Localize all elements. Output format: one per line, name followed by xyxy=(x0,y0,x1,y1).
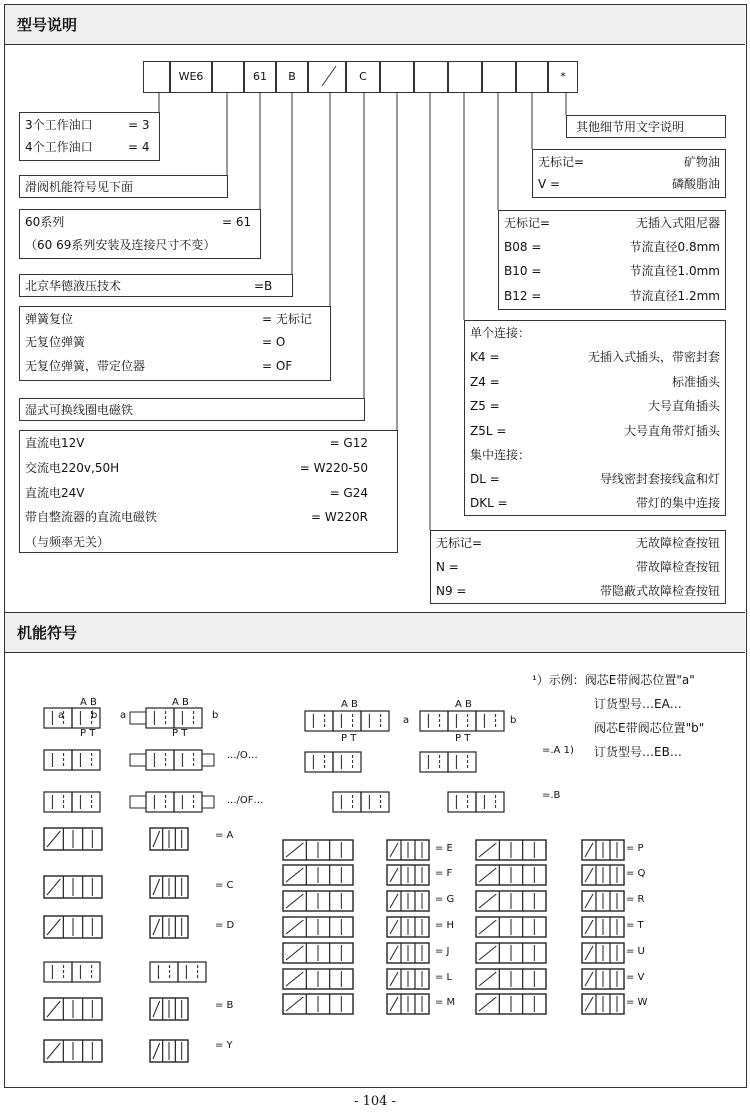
spool-cross xyxy=(47,1001,60,1017)
valve-symbol xyxy=(448,711,476,731)
spool-cross xyxy=(479,920,496,934)
spool-label-a: = A xyxy=(215,830,234,841)
connection-key: DL = xyxy=(470,472,500,486)
port-label-pt: P T xyxy=(455,733,471,744)
spool-cross xyxy=(479,946,496,960)
spool-cross xyxy=(286,868,303,882)
valve-symbol xyxy=(178,962,206,982)
spool-cross xyxy=(286,946,303,960)
port-label-ab: A B xyxy=(172,697,189,708)
other-label: 其他细节用文字说明 xyxy=(576,120,685,134)
connection-value: 带灯的集中连接 xyxy=(635,496,720,510)
valve-symbol xyxy=(174,708,202,728)
spool-label-m: = M xyxy=(435,997,456,1008)
solenoid-icon xyxy=(130,796,146,808)
power-value: = W220-50 xyxy=(299,461,368,475)
spool-cross xyxy=(479,997,496,1011)
connection-key: DKL = xyxy=(470,496,508,510)
example-a1: =.A 1) xyxy=(542,745,574,756)
valve-symbol xyxy=(361,792,389,812)
pos-label-a: a xyxy=(120,710,127,721)
slide-label: 滑阀机能符号见下面 xyxy=(25,180,134,194)
valve-symbol xyxy=(174,750,202,770)
example-line: 订货型号…EA… xyxy=(594,697,682,711)
throttle-key: B12 = xyxy=(504,289,542,303)
valve-symbol xyxy=(420,711,448,731)
section-title-model: 型号说明 xyxy=(5,5,745,45)
valve-symbol xyxy=(448,752,476,772)
page-number: - 104 - xyxy=(354,1094,396,1109)
spool-cross xyxy=(390,972,398,986)
spool-label-c: = C xyxy=(215,880,234,891)
spool-cross xyxy=(390,843,398,857)
connection-value: 大号直角带灯插头 xyxy=(623,424,720,438)
valve-symbol xyxy=(72,792,100,812)
spool-cross xyxy=(390,920,398,934)
spool-cross xyxy=(479,972,496,986)
port-label-ab: A B xyxy=(341,699,358,710)
valve-symbol xyxy=(420,752,448,772)
series-value: = 61 xyxy=(222,215,252,229)
spool-cross xyxy=(286,972,303,986)
valve-symbol xyxy=(44,792,72,812)
spring-value: = 无标记 xyxy=(262,312,312,326)
power-note: （与频率无关） xyxy=(25,535,110,549)
spool-cross xyxy=(585,946,593,960)
spool-cross xyxy=(286,997,303,1011)
spool-label-u: = U xyxy=(626,946,645,957)
connection-key: Z5L = xyxy=(470,424,507,438)
spool-cross xyxy=(286,920,303,934)
spool-label-q: = Q xyxy=(626,868,646,879)
port-label-pt: P T xyxy=(172,728,188,739)
valve-symbol xyxy=(333,792,361,812)
port-label-pt: P T xyxy=(80,728,96,739)
throttle-value: 节流直径1.2mm xyxy=(629,289,720,303)
port-label-ab: A B xyxy=(80,697,97,708)
ports-label: 3个工作油口 xyxy=(25,118,93,132)
solenoid-icon xyxy=(202,754,214,766)
throttle-key: B08 = xyxy=(504,240,542,254)
example-line: 阀芯E带阀芯位置"b" xyxy=(594,721,705,735)
suffix-of: .../OF… xyxy=(227,795,264,806)
valve-symbol xyxy=(44,962,72,982)
valve-symbol xyxy=(361,711,389,731)
fault-key: 无标记= xyxy=(436,536,483,550)
ports-label: 4个工作油口 xyxy=(25,140,93,154)
pos-label-b: b xyxy=(510,715,517,726)
valve-symbol xyxy=(476,711,504,731)
valve-symbol xyxy=(150,962,178,982)
ports-value: = 3 xyxy=(128,118,150,132)
code-cell-star: * xyxy=(548,61,578,93)
example-eb: =.B xyxy=(542,790,561,801)
spool-cross xyxy=(47,831,60,847)
spring-value: = O xyxy=(262,335,286,349)
connection-heading: 集中连接： xyxy=(470,448,531,462)
power-value: = G24 xyxy=(329,486,368,500)
spool-label-e: = E xyxy=(435,843,453,854)
example-line: 订货型号…EB… xyxy=(594,745,682,759)
valve-symbol xyxy=(44,750,72,770)
fault-value: 带故障检查按钮 xyxy=(635,560,720,574)
valve-symbol xyxy=(72,750,100,770)
spool-cross xyxy=(153,1001,160,1017)
spool-cross xyxy=(47,879,60,895)
spool-cross xyxy=(479,894,496,908)
connection-key: Z4 = xyxy=(470,375,500,389)
spool-cross xyxy=(390,997,398,1011)
power-value: = G12 xyxy=(329,436,368,450)
series-note: （60 69系列安装及连接尺寸不变） xyxy=(25,238,216,252)
tech-value: =B xyxy=(254,279,273,293)
throttle-value: 无插入式阻尼器 xyxy=(635,216,720,230)
code-cell-we6: WE6 xyxy=(170,61,212,93)
spring-label: 无复位弹簧，带定位器 xyxy=(25,359,146,373)
throttle-value: 节流直径0.8mm xyxy=(629,240,720,254)
wet-label: 湿式可换线圈电磁铁 xyxy=(25,403,134,417)
oil-value: 矿物油 xyxy=(683,155,720,169)
oil-key: V = xyxy=(538,177,561,191)
connection-value: 导线密封套接线盒和灯 xyxy=(599,472,720,486)
port-label-ab: A B xyxy=(455,699,472,710)
spool-cross xyxy=(47,1043,60,1059)
spool-label-y: = Y xyxy=(215,1040,233,1051)
spool-cross xyxy=(585,997,593,1011)
spool-cross xyxy=(479,868,496,882)
spool-label-d: = D xyxy=(215,920,235,931)
code-cell-61: 61 xyxy=(244,61,276,93)
pos-label-b: b xyxy=(91,710,98,721)
spring-label: 无复位弹簧 xyxy=(25,335,86,349)
spool-cross xyxy=(585,894,593,908)
spring-value: = OF xyxy=(262,359,293,373)
valve-symbol xyxy=(333,752,361,772)
solenoid-icon xyxy=(130,754,146,766)
spool-cross xyxy=(47,919,60,935)
power-label: 直流电12V xyxy=(25,436,85,450)
spool-label-g: = G xyxy=(435,894,455,905)
connection-value: 标准插头 xyxy=(671,375,720,389)
spool-cross xyxy=(153,831,160,847)
spool-label-l: = L xyxy=(435,972,453,983)
throttle-value: 节流直径1.0mm xyxy=(629,264,720,278)
spool-cross xyxy=(153,1043,160,1059)
pos-label-a: a xyxy=(403,715,410,726)
spool-label-j: = J xyxy=(435,946,450,957)
spring-label: 弹簧复位 xyxy=(25,312,74,326)
solenoid-icon xyxy=(202,796,214,808)
spool-label-w: = W xyxy=(626,997,648,1008)
spool-cross xyxy=(585,843,593,857)
connection-key: Z5 = xyxy=(470,399,500,413)
valve-symbol xyxy=(146,750,174,770)
solenoid-icon xyxy=(130,712,146,724)
spool-cross xyxy=(153,879,160,895)
fault-value: 无故障检查按钮 xyxy=(635,536,720,550)
port-label-pt: P T xyxy=(341,733,357,744)
spool-cross xyxy=(153,919,160,935)
spool-cross xyxy=(286,894,303,908)
connection-heading: 单个连接： xyxy=(470,326,531,340)
example-line: ¹）示例：阀芯E带阀芯位置"a" xyxy=(532,673,695,687)
spool-cross xyxy=(286,843,303,857)
valve-symbol xyxy=(476,792,504,812)
power-label: 带自整流器的直流电磁铁 xyxy=(25,510,158,524)
valve-symbol xyxy=(174,792,202,812)
code-cell-b: B xyxy=(276,61,308,93)
spool-label-p: = P xyxy=(626,843,644,854)
spool-cross xyxy=(390,868,398,882)
oil-value: 磷酸脂油 xyxy=(671,177,720,191)
spool-label-r: = R xyxy=(626,894,645,905)
series-label: 60系列 xyxy=(25,215,65,229)
connection-key: K4 = xyxy=(470,350,500,364)
spool-cross xyxy=(479,843,496,857)
spool-cross xyxy=(390,946,398,960)
spool-cross xyxy=(585,868,593,882)
pos-label-a: a xyxy=(58,710,65,721)
tech-label: 北京华德液压技术 xyxy=(25,279,122,293)
oil-key: 无标记= xyxy=(538,155,585,169)
fault-key: N9 = xyxy=(436,584,467,598)
spool-label-h: = H xyxy=(435,920,455,931)
valve-symbol xyxy=(305,752,333,772)
code-cell-c: C xyxy=(346,61,380,93)
valve-symbol xyxy=(333,711,361,731)
pos-label-b: b xyxy=(212,710,219,721)
throttle-key: 无标记= xyxy=(504,216,551,230)
spool-cross xyxy=(585,972,593,986)
spool-label-f: = F xyxy=(435,868,453,879)
fault-value: 带隐蔽式故障检查按钮 xyxy=(599,584,720,598)
spool-label-b: = B xyxy=(215,1000,234,1011)
suffix-o: .../O… xyxy=(227,750,258,761)
power-label: 直流电24V xyxy=(25,486,85,500)
power-label: 交流电220v,50H xyxy=(25,461,120,475)
spool-cross xyxy=(585,920,593,934)
connection-value: 大号直角插头 xyxy=(647,399,720,413)
valve-symbol xyxy=(305,711,333,731)
valve-symbol xyxy=(448,792,476,812)
connection-value: 无插入式插头，带密封套 xyxy=(587,350,720,364)
valve-symbol xyxy=(146,792,174,812)
valve-symbol xyxy=(146,708,174,728)
throttle-key: B10 = xyxy=(504,264,542,278)
section-title-function: 机能符号 xyxy=(5,613,745,653)
power-value: = W220R xyxy=(311,510,368,524)
spool-label-t: = T xyxy=(626,920,644,931)
valve-symbol xyxy=(72,962,100,982)
spool-label-v: = V xyxy=(626,972,645,983)
spool-cross xyxy=(390,894,398,908)
fault-key: N = xyxy=(436,560,459,574)
ports-value: = 4 xyxy=(128,140,150,154)
